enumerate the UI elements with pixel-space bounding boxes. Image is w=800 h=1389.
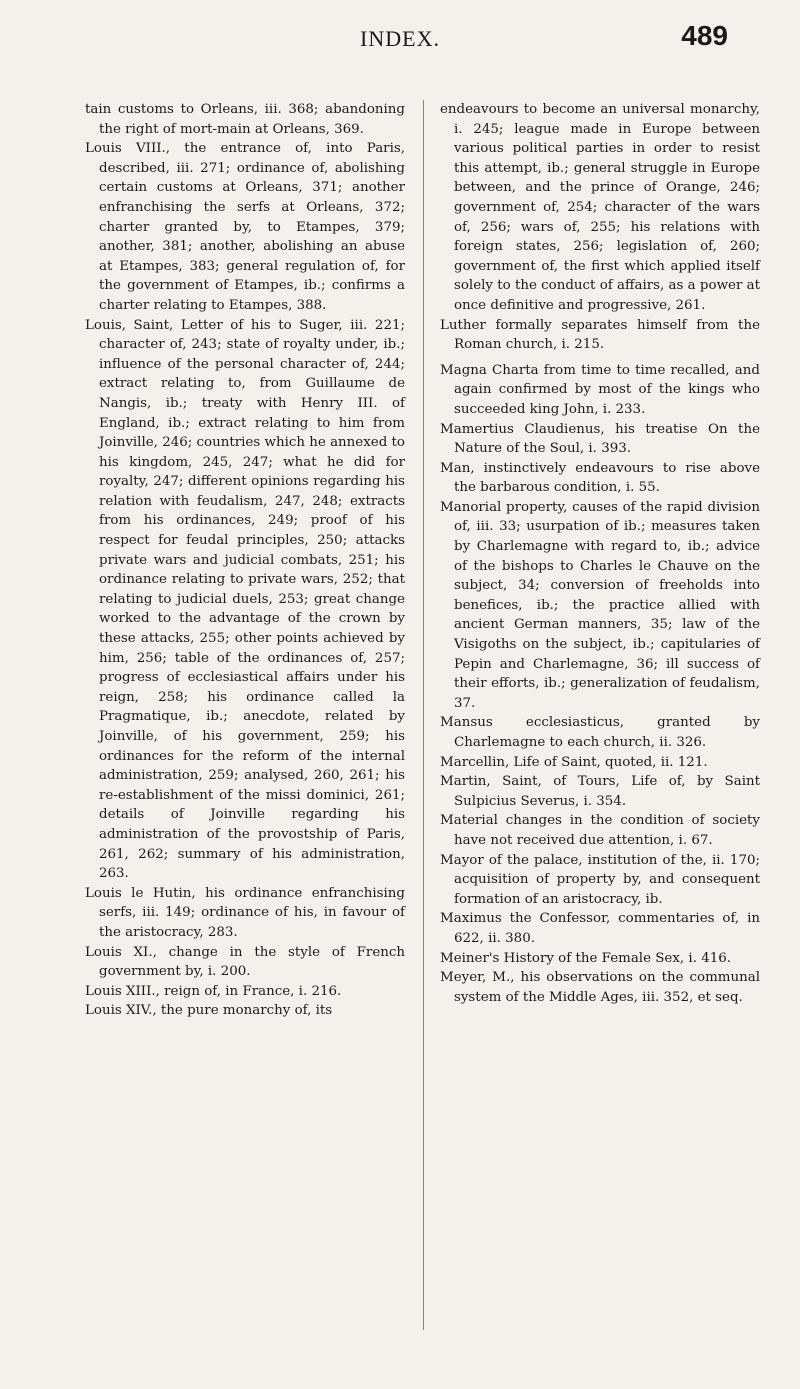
index-entry: Maximus the Confessor, commentaries of, in 622, ii. 380. bbox=[440, 911, 760, 946]
index-entry: tain customs to Orleans, iii. 368; abandoning the right of mort-main at Orleans, 369. bbox=[85, 102, 405, 137]
page-number: 489 bbox=[681, 20, 728, 51]
left-column bbox=[85, 100, 405, 1021]
index-entry: Meiner's History of the Female Sex, i. 416. bbox=[440, 950, 732, 966]
index-entry: endeavours to become an universal monarchy, i. 245; league made in Europe between various political parties in order to resist this attempt, ib.; general struggle in Europe between, and the prince of Orange, 246; government of, 254; character of the wars of, 256; wars of, 255; his relations with foreign states, 256; legislation of, 260; government of, the first which applied itself solely to the conduct of affairs, as a power at once definitive and progressive, 261. bbox=[440, 102, 760, 313]
index-entry: Louis XIII., reign of, in France, i. 216. bbox=[85, 983, 342, 999]
column-divider bbox=[423, 100, 424, 1330]
index-entry: Meyer, M., his observations on the communal system of the Middle Ages, iii. 352, et seq. bbox=[440, 970, 760, 1005]
index-entry: Mayor of the palace, institution of the, ii. 170; acquisition of property by, and consequent formation of an aristocracy, ib. bbox=[440, 852, 760, 907]
index-entry: Mansus ecclesiasticus, granted by Charlemagne to each church, ii. 326. bbox=[440, 715, 760, 750]
index-entry: Louis VIII., the entrance of, into Paris, described, iii. 271; ordinance of, abolishing certain customs at Orleans, 371; another enfranchising the serfs at Orleans, 372; charter granted by, to Etampes, 379; another, 381; another, abolishing an abuse at Etampes, 383; general regulation of, for the government of Etampes, ib.; confirms a charter relating to Etampes, 388. bbox=[85, 141, 405, 313]
index-entry: Marcellin, Life of Saint, quoted, ii. 121. bbox=[440, 754, 708, 770]
index-entry: Louis, Saint, Letter of his to Suger, iii. 221; character of, 243; state of royalty under, ib.; influence of the personal character of, 244; extract relating to, from Guillaume de Nangis, ib.; treaty with Henry III. of England, ib.; extract relating to him from Joinville, 246; countries which he annexed to his kingdom, 245, 247; what he did for royalty, 247; different opinions regarding his relation with feudalism, 247, 248; extracts from his ordinances, 249; proof of his respect for feudal principles, 250; attacks private wars and judicial combats, 251; his ordinance relating to private wars, 252; that relating to judicial duels, 253; great change worked to the advantage of the crown by these attacks, 255; other points achieved by him, 256; table of the ordinances of, 257; progress of ecclesiastical affairs under his reign, 258; his ordinance called la Pragmatique, ib.; anecdote, related by Joinville, of his government, 259; his ordinances for the reform of the internal administration, 259; analysed, 260, 261; his re-establishment of the missi dominici, 261; details of Joinville regarding his administration of the provostship of Paris, 261, 262; summary of his administration, 263. bbox=[85, 317, 405, 882]
index-entry: Magna Charta from time to time recalled, and again confirmed by most of the kings who succeeded king John, i. 233. bbox=[440, 362, 760, 417]
index-entry: Manorial property, causes of the rapid division of, iii. 33; usurpation of ib.; measures taken by Charlemagne with regard to, ib.; advice of the bishops to Charles le Chauve on the subject, 34; conversion of freeholds into benefices, ib.; the practice allied with ancient German manners, 35; law of the Visigoths on the subject, ib.; capitularies of Pepin and Charlemagne, 36; ill success of their efforts, ib.; generalization of feudalism, 37. bbox=[440, 499, 760, 711]
index-entry: Luther formally separates himself from the Roman church, i. 215. bbox=[440, 317, 760, 353]
index-entry: Louis le Hutin, his ordinance enfranchising serfs, iii. 149; ordinance of his, in favour of the aristocracy, 283. bbox=[85, 885, 405, 940]
index-entry: Martin, Saint, of Tours, Life of, by Saint Sulpicius Severus, i. 354. bbox=[440, 774, 760, 809]
index-entry: Material changes in the condition of society have not received due attention, i. 67. bbox=[440, 813, 760, 848]
index-entry: Man, instinctively endeavours to rise above the barbarous condition, i. 55. bbox=[440, 460, 760, 496]
index-entry: Louis XI., change in the style of French government by, i. 200. bbox=[85, 944, 405, 980]
index-entry: Mamertius Claudienus, his treatise On the Nature of the Soul, i. 393. bbox=[440, 421, 760, 457]
running-head-title: INDEX. bbox=[360, 26, 440, 51]
right-column bbox=[440, 100, 760, 1007]
index-entry: Louis XIV., the pure monarchy of, its bbox=[85, 1003, 333, 1019]
